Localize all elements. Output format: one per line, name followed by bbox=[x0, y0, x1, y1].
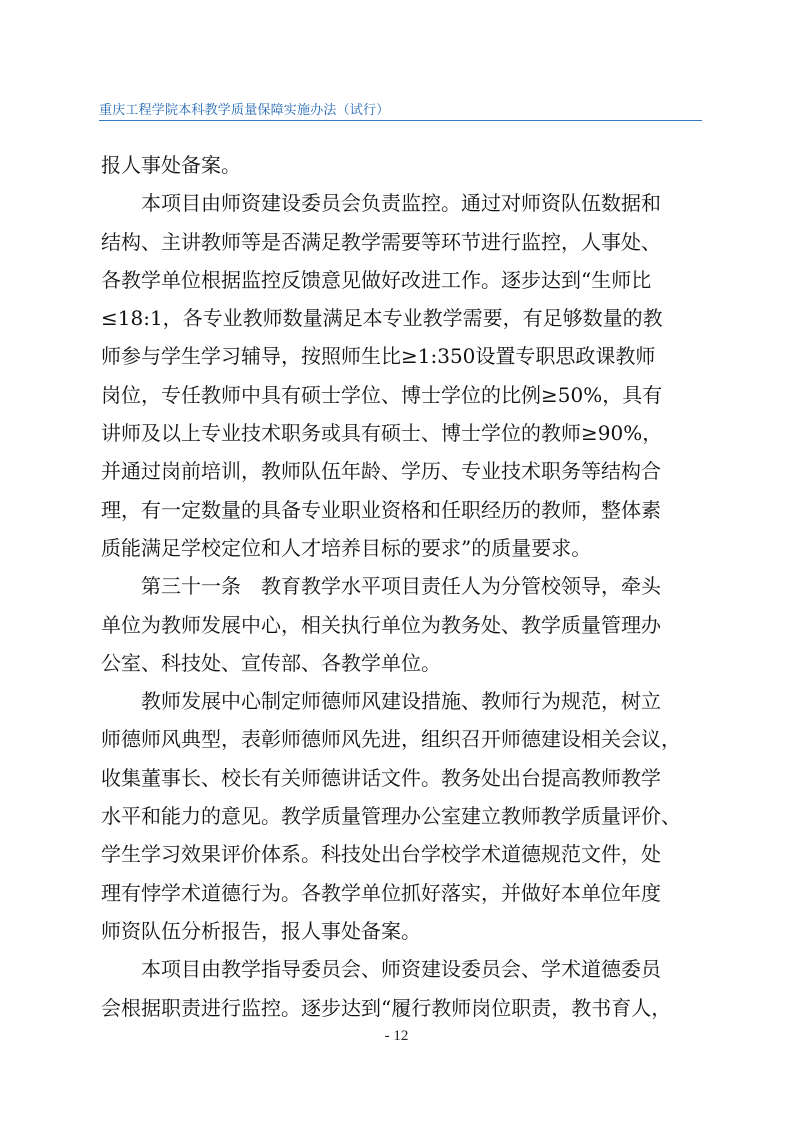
text-line: 并通过岗前培训，教师队伍年龄、学历、专业技术职务等结构合 bbox=[101, 459, 661, 484]
text-line: 各教学单位根据监控反馈意见做好改进工作。逐步达到“生师比 bbox=[101, 267, 652, 292]
text-line: 岗位，专任教师中具有硕士学位、博士学位的比例≥50%，具有 bbox=[101, 382, 663, 407]
body-text bbox=[101, 146, 701, 1027]
text-line: 水平和能力的意见。教学质量管理办公室建立教师教学质量评价、 bbox=[101, 804, 681, 829]
running-header-title: 重庆工程学院本科教学质量保障实施办法（试行） bbox=[99, 103, 390, 118]
text-line: 理，有一定数量的具备专业职业资格和任职经历的教师，整体素 bbox=[101, 497, 661, 522]
page-number: - 12 bbox=[384, 1028, 409, 1044]
text-line: 第三十一条 教育教学水平项目责任人为分管校领导，牵头 bbox=[101, 574, 661, 599]
text-line: ≤18:1，各专业教师数量满足本专业教学需要，有足够数量的教 bbox=[101, 306, 663, 331]
text-line: 理有悖学术道德行为。各教学单位抓好落实，并做好本单位年度 bbox=[101, 880, 661, 905]
text-line: 讲师及以上专业技术职务或具有硕士、博士学位的教师≥90%， bbox=[101, 421, 663, 446]
text-line: 报人事处备案。 bbox=[101, 153, 241, 177]
header-divider bbox=[99, 120, 702, 121]
text-line: 质能满足学校定位和人才培养目标的要求”的质量要求。 bbox=[101, 535, 592, 560]
text-line: 本项目由师资建设委员会负责监控。通过对师资队伍数据和 bbox=[101, 191, 661, 216]
text-line: 单位为教师发展中心，相关执行单位为教务处、教学质量管理办 bbox=[101, 612, 661, 637]
text-line: 收集董事长、校长有关师德讲话文件。教务处出台提高教师教学 bbox=[101, 765, 661, 790]
text-line: 师德师风典型，表彰师德师风先进，组织召开师德建设相关会议， bbox=[101, 727, 681, 752]
text-line: 学生学习效果评价体系。科技处出台学校学术道德规范文件，处 bbox=[101, 842, 661, 867]
text-line: 会根据职责进行监控。逐步达到“履行教师岗位职责，教书育人， bbox=[101, 995, 672, 1020]
text-line: 师资队伍分析报告，报人事处备案。 bbox=[101, 918, 421, 943]
text-line: 结构、主讲教师等是否满足教学需要等环节进行监控，人事处、 bbox=[101, 229, 661, 254]
text-line: 公室、科技处、宣传部、各教学单位。 bbox=[101, 650, 441, 675]
text-line: 师参与学生学习辅导，按照师生比≥1:350设置专职思政课教师 bbox=[101, 344, 656, 369]
text-line: 本项目由教学指导委员会、师资建设委员会、学术道德委员 bbox=[101, 957, 661, 982]
text-line: 教师发展中心制定师德师风建设措施、教师行为规范，树立 bbox=[101, 689, 661, 714]
